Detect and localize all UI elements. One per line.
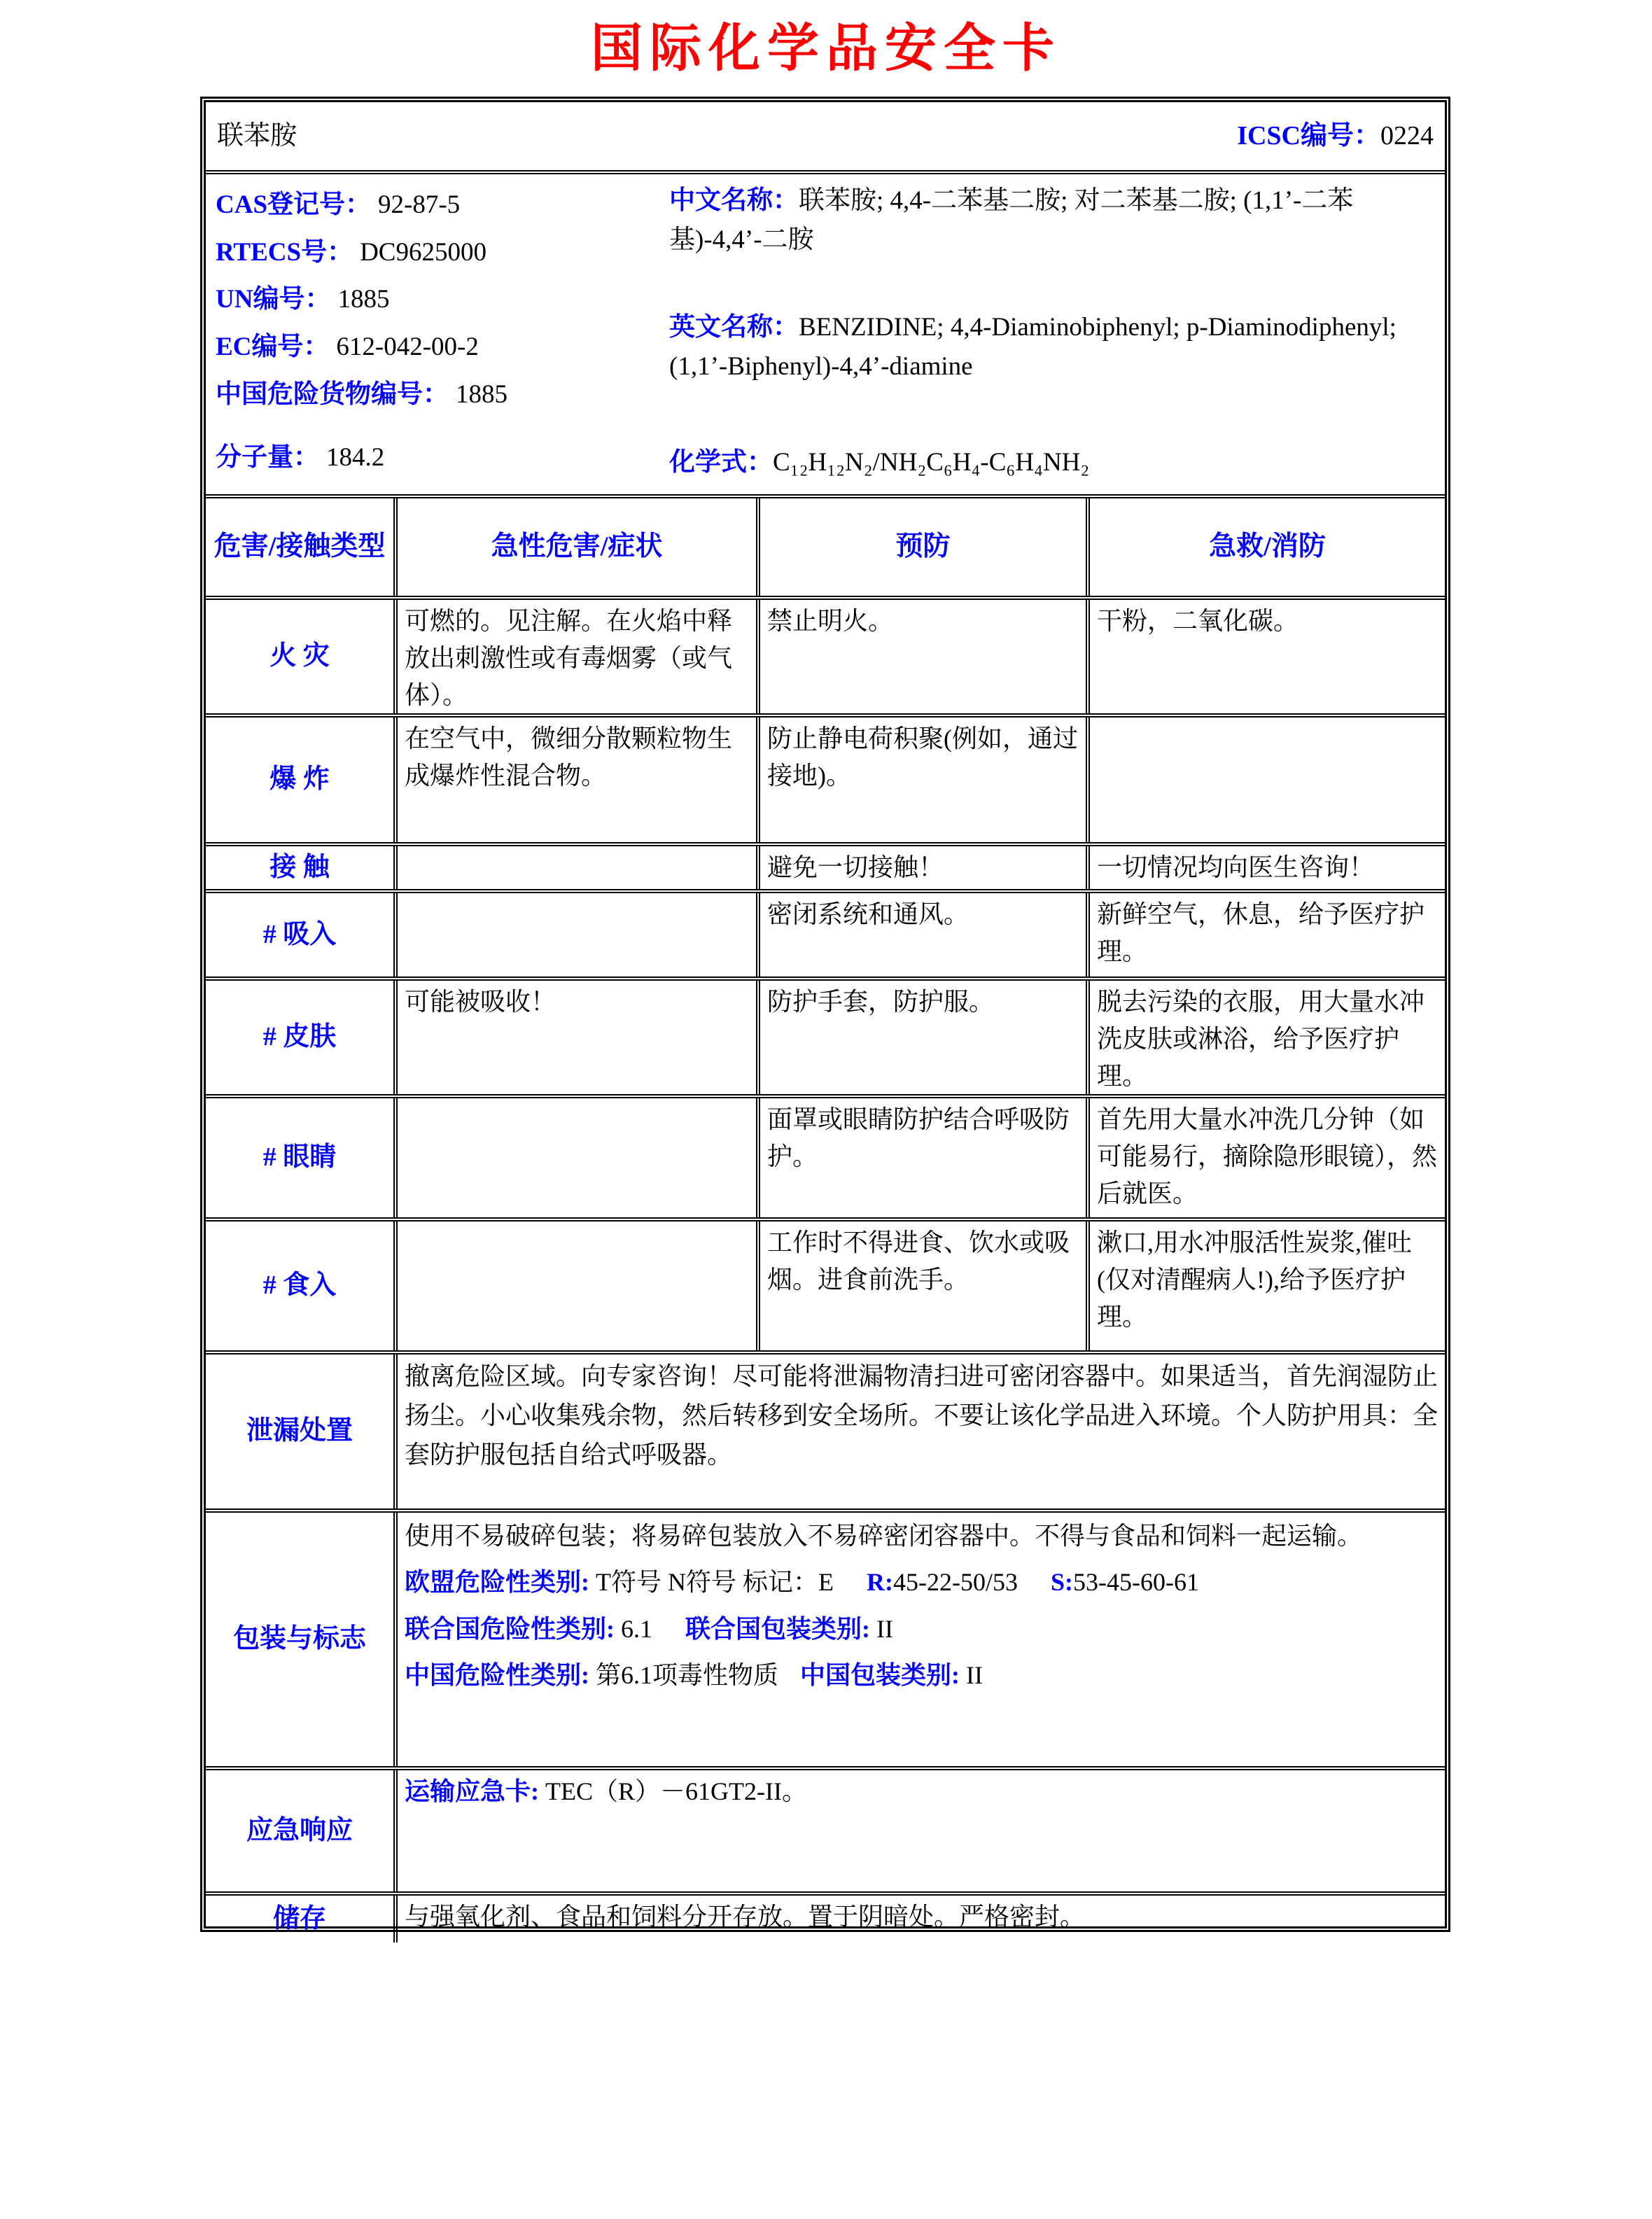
s-phrases-label: S: <box>1050 1568 1073 1597</box>
rtecs-value: DC9625000 <box>360 237 486 267</box>
hazard-row-fire <box>206 596 1445 713</box>
inhalation-response: 新鲜空气，休息，给予医疗护理。 <box>1086 893 1445 976</box>
row-label-storage: 储存 <box>272 1904 326 1933</box>
icsc-number <box>1237 117 1434 156</box>
transport-card-value: TEC（R）－61GT2-II。 <box>545 1777 807 1805</box>
safety-card-table <box>200 97 1450 1932</box>
spill-text: 撤离危险区域。向专家咨询！尽可能将泄漏物清扫进可密闭容器中。如果适当，首先润湿防止扬尘。小心收集残余物，然后转移到安全场所。不要让该化学品进入环境。个人防护用具：全套防护服包括自给式呼吸器。 <box>393 1354 1445 1508</box>
eu-class-label: 欧盟危险性类别: <box>405 1568 589 1597</box>
identifiers-row <box>206 170 1445 494</box>
substance-name: 联苯胺 <box>217 120 298 150</box>
chinese-name-value: 联苯胺; 4,4-二苯基二胺; 对二苯基二胺; (1,1’-二苯基)-4,4’-二胺 <box>669 186 1354 254</box>
icsc-number-label: ICSC编号： <box>1237 120 1380 150</box>
icsc-number-value: 0224 <box>1380 120 1434 150</box>
storage-row <box>206 1891 1445 1942</box>
table-header-row <box>206 494 1445 596</box>
fire-symptom: 可燃的。见注解。在火焰中释放出刺激性或有毒烟雾（或气体）。 <box>393 600 756 713</box>
cn-pack-label: 中国包装类别: <box>800 1660 960 1689</box>
ingestion-symptom <box>393 1222 756 1350</box>
molecular-weight-line <box>216 434 669 482</box>
cas-number-line <box>216 181 669 229</box>
r-phrases-value: 45-22-50/53 <box>892 1568 1018 1597</box>
chemical-names <box>669 181 1435 482</box>
un-number-line <box>216 276 669 323</box>
packaging-text: 使用不易破碎包装；将易碎包装放入不易碎密闭容器中。不得与食品和饲料一起运输。 <box>405 1522 1363 1550</box>
molecular-weight-label: 分子量： <box>216 443 319 472</box>
storage-text: 与强氧化剂、食品和饲料分开存放。置于阴暗处。严格密封。 <box>393 1896 1445 1942</box>
hazard-row-exposure <box>206 842 1445 889</box>
exposure-symptom <box>393 846 756 889</box>
header-prevention: 预防 <box>756 498 1086 596</box>
eu-class-value: T符号 N符号 标记：E <box>596 1568 834 1597</box>
china-dg-label: 中国危险货物编号： <box>216 379 449 409</box>
eyes-response: 首先用大量水冲洗几分钟（如可能易行，摘除隐形眼镜），然后就医。 <box>1086 1098 1445 1217</box>
row-label-skin: # 皮肤 <box>262 1022 337 1052</box>
ec-label: EC编号： <box>216 332 330 362</box>
emergency-row <box>206 1766 1445 1891</box>
ec-value: 612-042-00-2 <box>336 332 479 362</box>
r-phrases-label: R: <box>866 1568 893 1597</box>
identifiers-cell <box>206 174 1445 494</box>
header-hazard-type: 危害/接触类型 <box>214 531 386 562</box>
hazard-row-skin <box>206 976 1445 1094</box>
un-class-value: 6.1 <box>621 1614 652 1643</box>
explosion-response <box>1086 718 1445 842</box>
eu-classification-line <box>405 1562 1439 1602</box>
un-class-label: 联合国危险性类别: <box>405 1614 615 1643</box>
substance-header-cell <box>206 102 1445 170</box>
english-name-block <box>669 308 1435 386</box>
packaging-content <box>393 1513 1445 1766</box>
hazard-row-inhalation <box>206 889 1445 976</box>
chemical-formula-label: 化学式： <box>669 447 773 477</box>
substance-header-row <box>206 102 1445 170</box>
row-label-packaging: 包装与标志 <box>232 1624 366 1654</box>
transport-card-label: 运输应急卡: <box>405 1777 539 1805</box>
row-label-exposure: 接 触 <box>270 852 330 882</box>
hazard-row-eyes <box>206 1094 1445 1217</box>
skin-symptom: 可能被吸收！ <box>393 981 756 1094</box>
un-label: UN编号： <box>216 285 331 314</box>
inhalation-symptom <box>393 893 756 976</box>
ec-number-line <box>216 323 669 371</box>
china-dg-value: 1885 <box>456 379 507 409</box>
row-label-inhalation: # 吸入 <box>262 919 337 949</box>
eyes-prevention: 面罩或眼睛防护结合呼吸防护。 <box>756 1098 1086 1217</box>
row-label-explosion: 爆 炸 <box>270 764 330 794</box>
ingestion-prevention: 工作时不得进食、饮水或吸烟。进食前洗手。 <box>756 1222 1086 1350</box>
un-classification-line <box>405 1609 1439 1649</box>
english-name-value: BENZIDINE; 4,4-Diaminobiphenyl; p-Diaminodiphenyl; (1,1’-Biphenyl)-4,4’-diamine <box>669 313 1396 381</box>
exposure-response: 一切情况均向医生咨询！ <box>1086 846 1445 889</box>
registry-numbers <box>216 181 669 482</box>
packaging-row <box>206 1508 1445 1766</box>
rtecs-number-line <box>216 229 669 276</box>
hazard-row-ingestion <box>206 1217 1445 1350</box>
explosion-symptom: 在空气中，微细分散颗粒物生成爆炸性混合物。 <box>393 718 756 842</box>
row-label-spill: 泄漏处置 <box>246 1416 353 1446</box>
chinese-name-block <box>669 181 1435 259</box>
row-label-emergency: 应急响应 <box>246 1815 353 1845</box>
cn-class-label: 中国危险性类别: <box>405 1660 589 1689</box>
chemical-formula-block <box>669 443 1435 482</box>
chinese-name-label: 中文名称： <box>669 186 799 215</box>
ingestion-response: 漱口,用水冲服活性炭浆,催吐(仅对清醒病人!),给予医疗护理。 <box>1086 1222 1445 1350</box>
cn-class-value: 第6.1项毒性物质 <box>596 1660 779 1689</box>
un-value: 1885 <box>337 285 390 314</box>
rtecs-label: RTECS号： <box>216 237 354 267</box>
chemical-formula-value: C₁₂H₁₂N₂/NH₂C₆H₄-C₆H₄NH₂ <box>773 447 1090 477</box>
explosion-prevention: 防止静电荷积聚(例如，通过接地)。 <box>756 718 1086 842</box>
eyes-symptom <box>393 1098 756 1217</box>
cn-pack-value: II <box>966 1660 983 1689</box>
molecular-weight-value: 184.2 <box>326 443 385 472</box>
s-phrases-value: 53-45-60-61 <box>1072 1568 1199 1597</box>
cas-value: 92-87-5 <box>378 190 461 219</box>
row-label-ingestion: # 食入 <box>262 1270 337 1301</box>
exposure-prevention: 避免一切接触！ <box>756 846 1086 889</box>
english-name-label: 英文名称： <box>669 313 799 342</box>
header-acute-hazards: 急性危害/症状 <box>393 498 756 596</box>
header-first-aid: 急救/消防 <box>1086 498 1445 596</box>
skin-response: 脱去污染的衣服，用大量水冲洗皮肤或淋浴，给予医疗护理。 <box>1086 981 1445 1094</box>
hazard-row-explosion <box>206 713 1445 842</box>
un-pack-label: 联合国包装类别: <box>685 1614 870 1643</box>
un-pack-value: II <box>876 1614 893 1643</box>
fire-response: 干粉，二氧化碳。 <box>1086 600 1445 713</box>
skin-prevention: 防护手套，防护服。 <box>756 981 1086 1094</box>
inhalation-prevention: 密闭系统和通风。 <box>756 893 1086 976</box>
row-label-fire: 火 灾 <box>270 641 330 671</box>
china-dg-number-line <box>216 371 669 419</box>
page-title: 国际化学品安全卡 <box>591 20 1061 78</box>
row-label-eyes: # 眼睛 <box>262 1142 337 1172</box>
spill-row <box>206 1350 1445 1508</box>
fire-prevention: 禁止明火。 <box>756 600 1086 713</box>
cas-label: CAS登记号： <box>216 190 372 219</box>
emergency-content <box>393 1770 1445 1891</box>
cn-classification-line <box>405 1655 1439 1695</box>
